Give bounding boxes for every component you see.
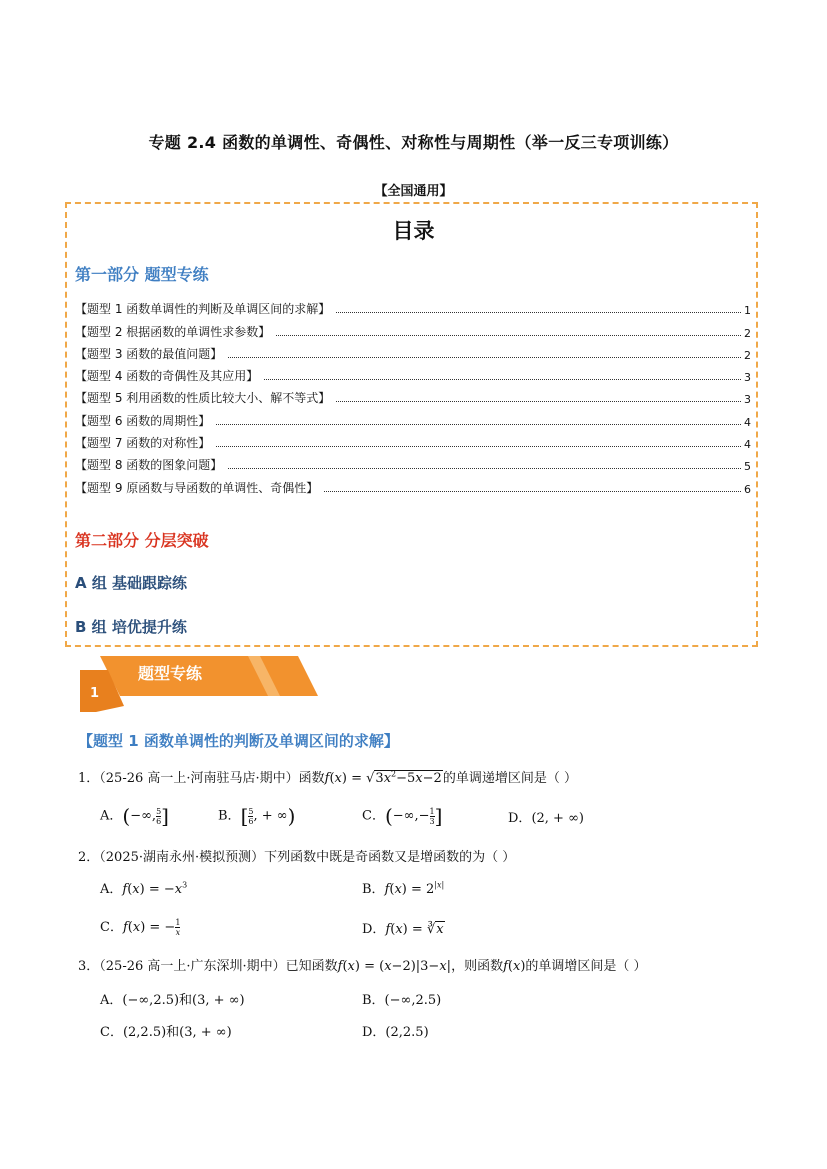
- question-3-option-d[interactable]: D．(2,2.5): [362, 1025, 429, 1040]
- question-1-option-a[interactable]: A．(−∞, $\frac{5}{6}$ ]: [100, 804, 169, 828]
- toc-entry[interactable]: 【题型 7 函数的对称性】 4: [75, 436, 751, 452]
- toc-entry[interactable]: 【题型 2 根据函数的单调性求参数】 2: [75, 324, 751, 340]
- question-3-option-a[interactable]: A．(−∞,2.5)和(3, + ∞): [100, 993, 245, 1008]
- question-1-option-d[interactable]: D．(2, + ∞): [508, 811, 584, 826]
- question-1-stem: 1．（25-26 高一上·河南驻马店·期中）函数$f(x) = √3x^2-5x-2$的单调递增区间是（ ）: [78, 769, 577, 786]
- toc-list: [75, 295, 751, 496]
- question-3-option-c[interactable]: C．(2,2.5)和(3, + ∞): [100, 1025, 232, 1040]
- toc-part2-title: 第二部分 分层突破: [75, 531, 209, 550]
- toc-entry[interactable]: 【题型 6 函数的周期性】 4: [75, 413, 751, 429]
- scope-label: 【全国通用】: [374, 184, 453, 199]
- toc-entry[interactable]: 【题型 4 函数的奇偶性及其应用】 3: [75, 369, 751, 385]
- question-2-stem: 2．（2025·湖南永州·模拟预测）下列函数中既是奇函数又是增函数的为（ ）: [78, 850, 516, 865]
- banner-ribbon: [100, 656, 318, 696]
- document-title: 专题 2.4 函数的单调性、奇偶性、对称性与周期性（举一反三专项训练）: [148, 133, 679, 152]
- banner-title: 题型专练: [138, 664, 203, 683]
- question-1-option-c[interactable]: C．(−∞,− $\frac{1}{3}$ ]: [362, 804, 443, 828]
- toc-entry[interactable]: 【题型 1 函数单调性的判断及单调区间的求解】 1: [75, 302, 751, 318]
- toc-group-a[interactable]: A 组 基础跟踪练: [75, 574, 188, 592]
- toc-entry[interactable]: 【题型 9 原函数与导函数的单调性、奇偶性】 6: [75, 480, 751, 496]
- question-2-option-b[interactable]: B．$f(x) = 2^{|x|}$: [362, 880, 445, 897]
- toc-entry[interactable]: 【题型 3 函数的最值问题】 2: [75, 346, 751, 362]
- question-2-option-a[interactable]: A．$f(x) = -x^3$: [100, 880, 188, 897]
- toc-entry[interactable]: 【题型 5 利用函数的性质比较大小、解不等式】 3: [75, 391, 751, 407]
- toc-group-b[interactable]: B 组 培优提升练: [75, 618, 187, 636]
- banner-number: 1: [90, 686, 100, 701]
- question-3-option-b[interactable]: B．(−∞,2.5): [362, 993, 442, 1008]
- toc-heading: 目录: [392, 219, 435, 243]
- question-2-option-d[interactable]: D．f(x) = ∛x: [362, 922, 444, 937]
- question-2-option-c[interactable]: C．f(x) = − $\frac{1}{x}$: [100, 918, 181, 937]
- section-heading: 【题型 1 函数单调性的判断及单调区间的求解】: [78, 732, 399, 750]
- question-3-stem: 3．（25-26 高一上·广东深圳·期中）已知函数f(x) = (x−2)|3−x|，则函数f(x)的单调增区间是（ ）: [78, 959, 647, 974]
- toc-entry[interactable]: 【题型 8 函数的图象问题】 5: [75, 458, 751, 474]
- toc-part1-title: 第一部分 题型专练: [75, 265, 209, 284]
- question-1-option-b[interactable]: B．[ $\frac{5}{6}$ , + ∞): [218, 804, 296, 828]
